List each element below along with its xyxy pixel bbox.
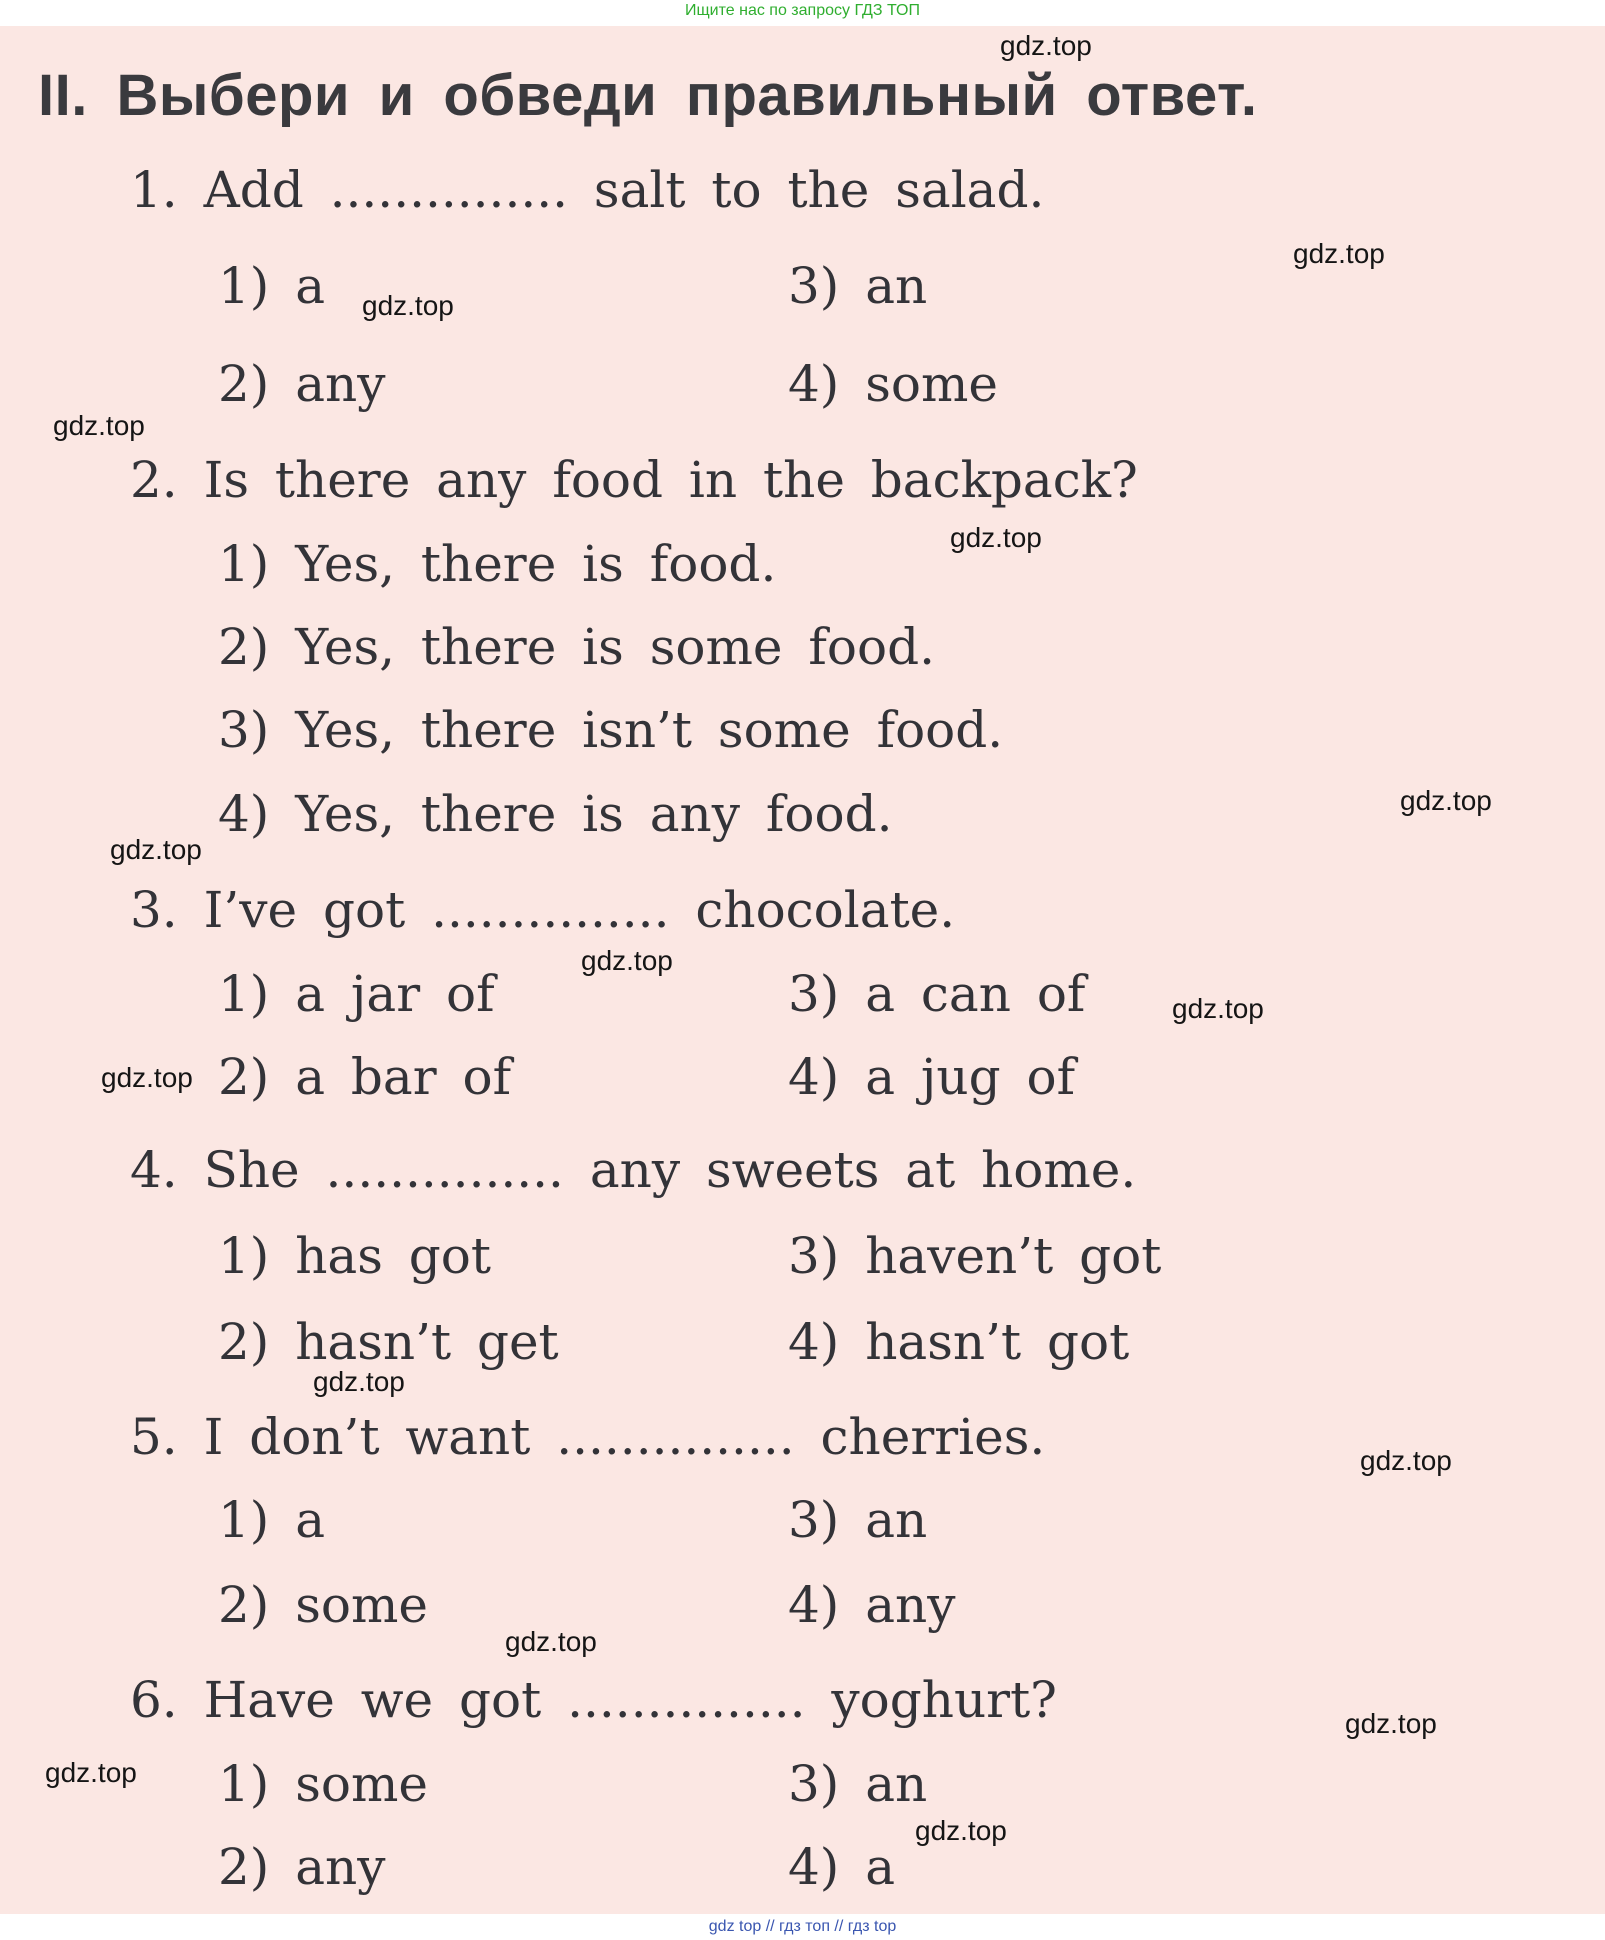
- watermark: gdz.top: [53, 410, 145, 441]
- exercise-heading: II. Выбери и обведи правильный ответ.: [38, 63, 1258, 128]
- question-3-option-1[interactable]: 1) a jar of: [218, 965, 495, 1023]
- question-5-option-2[interactable]: 2) some: [218, 1576, 428, 1634]
- question-3-option-4[interactable]: 4) a jug of: [788, 1048, 1076, 1106]
- watermark: gdz.top: [1172, 993, 1264, 1024]
- question-2-stem: 2. Is there any food in the backpack?: [130, 451, 1138, 509]
- watermark: gdz.top: [1000, 30, 1092, 61]
- watermark: gdz.top: [1345, 1708, 1437, 1739]
- question-4-option-4[interactable]: 4) hasn’t got: [788, 1313, 1130, 1371]
- question-3-option-2[interactable]: 2) a bar of: [218, 1048, 512, 1106]
- watermark: gdz.top: [362, 290, 454, 321]
- watermark: gdz.top: [915, 1815, 1007, 1846]
- question-4-option-3[interactable]: 3) haven’t got: [788, 1227, 1162, 1285]
- watermark: gdz.top: [1293, 238, 1385, 269]
- question-6-option-4[interactable]: 4) a: [788, 1838, 896, 1896]
- watermark: gdz.top: [950, 522, 1042, 553]
- watermark: gdz.top: [45, 1757, 137, 1788]
- question-2-option-2[interactable]: 2) Yes, there is some food.: [218, 618, 935, 676]
- question-1-option-2[interactable]: 2) any: [218, 355, 386, 413]
- watermark: gdz.top: [581, 945, 673, 976]
- question-5-stem: 5. I don’t want ............... cherries.: [130, 1408, 1046, 1466]
- question-6-option-3[interactable]: 3) an: [788, 1755, 928, 1813]
- question-5-option-3[interactable]: 3) an: [788, 1491, 928, 1549]
- question-2-option-4[interactable]: 4) Yes, there is any food.: [218, 785, 893, 843]
- question-4-option-1[interactable]: 1) has got: [218, 1227, 491, 1285]
- question-6-option-1[interactable]: 1) some: [218, 1755, 428, 1813]
- question-4-stem: 4. She ............... any sweets at home.: [130, 1141, 1137, 1199]
- watermark: gdz.top: [101, 1062, 193, 1093]
- watermark: gdz.top: [1360, 1445, 1452, 1476]
- question-3-stem: 3. I’ve got ............... chocolate.: [130, 881, 956, 939]
- question-2-option-1[interactable]: 1) Yes, there is food.: [218, 535, 777, 593]
- watermark: gdz.top: [1400, 785, 1492, 816]
- question-2-option-3[interactable]: 3) Yes, there isn’t some food.: [218, 701, 1004, 759]
- question-1-option-4[interactable]: 4) some: [788, 355, 998, 413]
- bottom-banner[interactable]: gdz top // гдз топ // гдз top: [0, 1914, 1605, 1940]
- question-6-stem: 6. Have we got ............... yoghurt?: [130, 1671, 1057, 1729]
- watermark: gdz.top: [313, 1366, 405, 1397]
- question-3-option-3[interactable]: 3) a can of: [788, 965, 1086, 1023]
- question-1-option-3[interactable]: 3) an: [788, 257, 928, 315]
- question-4-option-2[interactable]: 2) hasn’t get: [218, 1313, 559, 1371]
- question-6-option-2[interactable]: 2) any: [218, 1838, 386, 1896]
- watermark: gdz.top: [505, 1626, 597, 1657]
- question-1-option-1[interactable]: 1) a: [218, 257, 326, 315]
- watermark: gdz.top: [110, 834, 202, 865]
- question-5-option-4[interactable]: 4) any: [788, 1576, 956, 1634]
- question-5-option-1[interactable]: 1) a: [218, 1491, 326, 1549]
- question-1-stem: 1. Add ............... salt to the salad.: [130, 161, 1045, 219]
- top-banner[interactable]: Ищите нас по запросу ГДЗ ТОП: [0, 0, 1605, 26]
